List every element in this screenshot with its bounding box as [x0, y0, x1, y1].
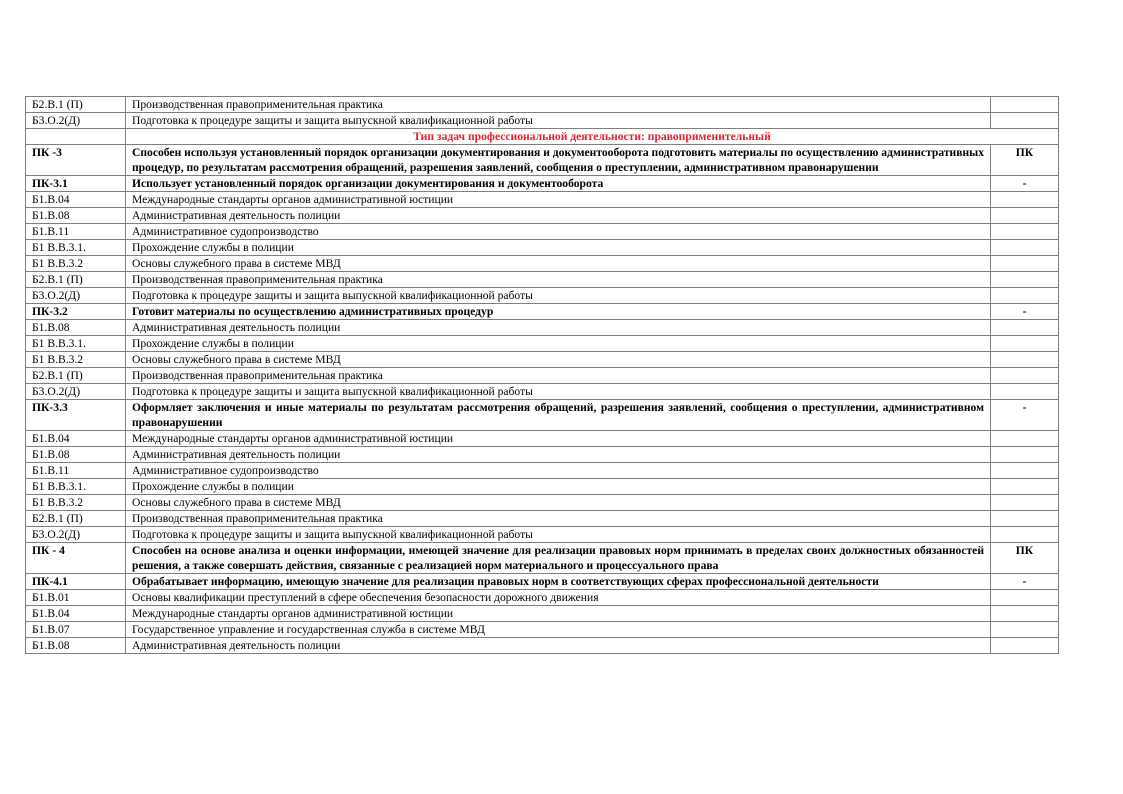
type-mark [991, 463, 1059, 479]
discipline-name: Административное судопроизводство [126, 224, 991, 240]
discipline-code: Б1 В.В.3.2 [26, 352, 126, 368]
type-mark [991, 479, 1059, 495]
discipline-code: Б1 В.В.3.1. [26, 336, 126, 352]
discipline-code: Б1.В.07 [26, 622, 126, 638]
discipline-code: Б1.В.04 [26, 606, 126, 622]
competence-row [26, 543, 1059, 574]
discipline-row [26, 272, 1059, 288]
empty-code-cell [26, 129, 126, 145]
type-mark [991, 622, 1059, 638]
discipline-name: Международные стандарты органов административной юстиции [126, 606, 991, 622]
type-mark [991, 192, 1059, 208]
discipline-row [26, 447, 1059, 463]
discipline-code: Б1 В.В.3.2 [26, 495, 126, 511]
type-mark [991, 352, 1059, 368]
discipline-row [26, 463, 1059, 479]
discipline-name: Административная деятельность полиции [126, 208, 991, 224]
competence-code: ПК -3 [26, 145, 126, 176]
type-mark [991, 495, 1059, 511]
type-mark [991, 113, 1059, 129]
type-mark [991, 240, 1059, 256]
discipline-row [26, 431, 1059, 447]
type-mark [991, 384, 1059, 400]
discipline-name: Основы служебного права в системе МВД [126, 495, 991, 511]
discipline-name: Подготовка к процедуре защиты и защита выпускной квалификационной работы [126, 384, 991, 400]
discipline-name: Прохождение службы в полиции [126, 240, 991, 256]
discipline-row [26, 192, 1059, 208]
type-mark: - [991, 574, 1059, 590]
type-mark [991, 256, 1059, 272]
type-mark: - [991, 304, 1059, 320]
discipline-name: Подготовка к процедуре защиты и защита выпускной квалификационной работы [126, 527, 991, 543]
type-mark: ПК [991, 543, 1059, 574]
type-mark [991, 606, 1059, 622]
discipline-code: Б1.В.08 [26, 447, 126, 463]
discipline-code: Б1.В.11 [26, 224, 126, 240]
discipline-row [26, 511, 1059, 527]
type-mark: ПК [991, 145, 1059, 176]
discipline-name: Административная деятельность полиции [126, 447, 991, 463]
type-mark [991, 336, 1059, 352]
type-mark [991, 511, 1059, 527]
competence-description: Обрабатывает информацию, имеющую значение для реализации правовых норм в соответствующих сферах профессиональной деятельности [126, 574, 991, 590]
competence-code: ПК-3.2 [26, 304, 126, 320]
type-mark [991, 224, 1059, 240]
discipline-name: Международные стандарты органов административной юстиции [126, 192, 991, 208]
discipline-code: Б3.О.2(Д) [26, 288, 126, 304]
discipline-code: Б1 В.В.3.1. [26, 240, 126, 256]
competence-description: Способен на основе анализа и оценки информации, имеющей значение для реализации правовых норм принимать в пределах своих должностных обязанностей решения, а также совершать действия, связанные с реализацией норм материального и процессуального права [126, 543, 991, 574]
discipline-name: Производственная правоприменительная практика [126, 272, 991, 288]
discipline-code: Б1.В.04 [26, 431, 126, 447]
discipline-row [26, 590, 1059, 606]
section-heading-row [26, 129, 1059, 145]
type-mark [991, 272, 1059, 288]
type-mark [991, 320, 1059, 336]
discipline-code: Б2.В.1 (П) [26, 97, 126, 113]
discipline-code: Б1.В.01 [26, 590, 126, 606]
discipline-row [26, 495, 1059, 511]
competence-description: Оформляет заключения и иные материалы по результатам рассмотрения обращений, разрешения заявлений, сообщения о преступлении, административном правонарушении [126, 400, 991, 431]
discipline-row [26, 224, 1059, 240]
discipline-row [26, 368, 1059, 384]
type-mark [991, 638, 1059, 654]
discipline-name: Подготовка к процедуре защиты и защита выпускной квалификационной работы [126, 288, 991, 304]
discipline-code: Б1.В.04 [26, 192, 126, 208]
discipline-name: Прохождение службы в полиции [126, 336, 991, 352]
competence-code: ПК - 4 [26, 543, 126, 574]
discipline-row [26, 384, 1059, 400]
competence-description: Использует установленный порядок организации документирования и документооборота [126, 176, 991, 192]
competence-row [26, 574, 1059, 590]
type-mark [991, 590, 1059, 606]
competence-code: ПК-4.1 [26, 574, 126, 590]
discipline-row [26, 288, 1059, 304]
discipline-name: Производственная правоприменительная практика [126, 97, 991, 113]
competence-row [26, 304, 1059, 320]
type-mark [991, 208, 1059, 224]
discipline-code: Б2.В.1 (П) [26, 272, 126, 288]
discipline-code: Б3.О.2(Д) [26, 384, 126, 400]
discipline-row [26, 320, 1059, 336]
discipline-name: Административная деятельность полиции [126, 320, 991, 336]
competence-code: ПК-3.1 [26, 176, 126, 192]
discipline-name: Производственная правоприменительная практика [126, 368, 991, 384]
discipline-name: Основы служебного права в системе МВД [126, 352, 991, 368]
discipline-name: Подготовка к процедуре защиты и защита выпускной квалификационной работы [126, 113, 991, 129]
discipline-code: Б1.В.08 [26, 208, 126, 224]
competence-matrix-table [25, 96, 1059, 654]
discipline-row [26, 622, 1059, 638]
discipline-row [26, 606, 1059, 622]
competence-row [26, 145, 1059, 176]
discipline-name: Производственная правоприменительная практика [126, 511, 991, 527]
discipline-code: Б1.В.11 [26, 463, 126, 479]
type-mark [991, 368, 1059, 384]
discipline-row [26, 208, 1059, 224]
type-mark [991, 431, 1059, 447]
type-mark [991, 447, 1059, 463]
discipline-row [26, 479, 1059, 495]
type-mark [991, 288, 1059, 304]
discipline-name: Административная деятельность полиции [126, 638, 991, 654]
discipline-row [26, 638, 1059, 654]
discipline-name: Государственное управление и государственная служба в системе МВД [126, 622, 991, 638]
discipline-row [26, 113, 1059, 129]
type-mark: - [991, 176, 1059, 192]
competence-row [26, 400, 1059, 431]
type-mark: - [991, 400, 1059, 431]
discipline-code: Б1 В.В.3.2 [26, 256, 126, 272]
discipline-name: Прохождение службы в полиции [126, 479, 991, 495]
discipline-code: Б1 В.В.3.1. [26, 479, 126, 495]
competence-description: Способен используя установленный порядок организации документирования и документооборота подготовить материалы по осуществлению административных процедур, по результатам рассмотрения обращений, разрешения заявлений, сообщения о преступлении, административном правонарушении [126, 145, 991, 176]
section-heading: Тип задач профессиональной деятельности: правоприменительный [126, 129, 1059, 145]
discipline-name: Основы квалификации преступлений в сфере обеспечения безопасности дорожного движения [126, 590, 991, 606]
discipline-code: Б2.В.1 (П) [26, 511, 126, 527]
discipline-code: Б3.О.2(Д) [26, 527, 126, 543]
type-mark [991, 97, 1059, 113]
discipline-row [26, 240, 1059, 256]
competence-code: ПК-3.3 [26, 400, 126, 431]
discipline-row [26, 97, 1059, 113]
discipline-name: Основы служебного права в системе МВД [126, 256, 991, 272]
competence-description: Готовит материалы по осуществлению административных процедур [126, 304, 991, 320]
discipline-row [26, 336, 1059, 352]
discipline-row [26, 352, 1059, 368]
discipline-code: Б3.О.2(Д) [26, 113, 126, 129]
discipline-row [26, 527, 1059, 543]
discipline-code: Б2.В.1 (П) [26, 368, 126, 384]
discipline-name: Международные стандарты органов административной юстиции [126, 431, 991, 447]
discipline-code: Б1.В.08 [26, 638, 126, 654]
discipline-row [26, 256, 1059, 272]
discipline-code: Б1.В.08 [26, 320, 126, 336]
competence-row [26, 176, 1059, 192]
table-body [26, 97, 1059, 654]
type-mark [991, 527, 1059, 543]
discipline-name: Административное судопроизводство [126, 463, 991, 479]
